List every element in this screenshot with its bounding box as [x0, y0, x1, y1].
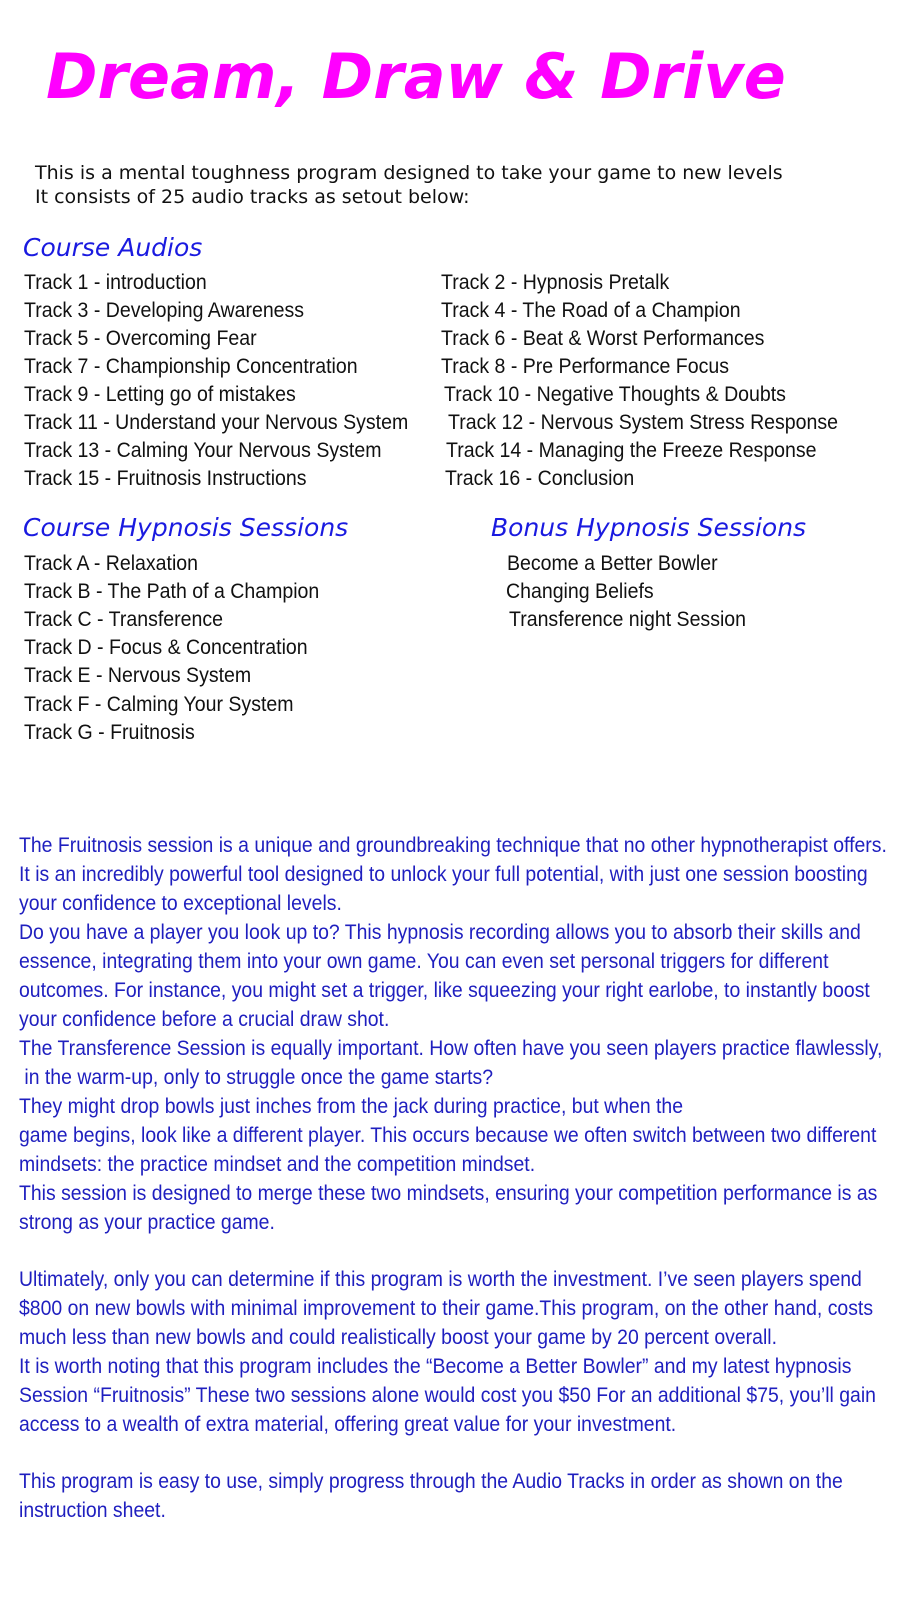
bonus-session-item: Become a Better Bowler [507, 552, 718, 575]
track-item: Track 3 - Developing Awareness [24, 299, 305, 322]
body-line: $800 on new bowls with minimal improvement to their game.This program, on the other hand, costs [19, 1297, 874, 1320]
description-block-2 [19, 1265, 876, 1439]
track-item: Track 7 - Championship Concentration [24, 355, 358, 378]
intro-line-2: It consists of 25 audio tracks as setout below: [35, 186, 470, 208]
bonus-hypnosis-heading: Bonus Hypnosis Sessions [491, 513, 807, 542]
session-item: Track B - The Path of a Champion [24, 580, 320, 603]
body-line: your confidence to exceptional levels. [19, 892, 342, 915]
course-hypnosis-heading: Course Hypnosis Sessions [23, 513, 349, 542]
page-title: Dream, Draw & Drive [46, 40, 786, 113]
track-item: Track 9 - Letting go of mistakes [24, 383, 296, 406]
body-line: in the warm-up, only to struggle once the game starts? [19, 1066, 494, 1089]
body-line: It is an incredibly powerful tool designed to unlock your full potential, with just one session boosting [19, 863, 868, 886]
body-line: The Fruitnosis session is a unique and groundbreaking technique that no other hypnotherapist offers. [19, 834, 887, 857]
intro-line-1: This is a mental toughness program designed to take your game to new levels [35, 162, 783, 184]
body-line: essence, integrating them into your own game. You can even set personal triggers for different [19, 950, 829, 973]
body-line: your confidence before a crucial draw shot. [19, 1008, 390, 1031]
course-audios-heading: Course Audios [23, 233, 203, 262]
body-line: The Transference Session is equally important. How often have you seen players practice flawlessly, [19, 1037, 883, 1060]
track-item: Track 1 - introduction [24, 271, 207, 294]
body-line: Session “Fruitnosis” These two sessions alone would cost you $50 For an additional $75, you’ll gain [19, 1384, 876, 1407]
bonus-session-item: Transference night Session [509, 608, 747, 631]
body-line: This session is designed to merge these two mindsets, ensuring your competition performance is as [19, 1182, 878, 1205]
track-item: Track 14 - Managing the Freeze Response [446, 439, 817, 462]
body-line: much less than new bowls and could realistically boost your game by 20 percent overall. [19, 1326, 777, 1349]
session-item: Track E - Nervous System [24, 664, 252, 687]
bonus-session-item: Changing Beliefs [506, 580, 654, 603]
track-item: Track 2 - Hypnosis Pretalk [441, 271, 670, 294]
body-line: access to a wealth of extra material, offering great value for your investment. [19, 1413, 677, 1436]
track-item: Track 5 - Overcoming Fear [24, 327, 257, 350]
track-item: Track 4 - The Road of a Champion [441, 299, 741, 322]
session-item: Track G - Fruitnosis [24, 721, 195, 744]
session-item: Track A - Relaxation [24, 552, 199, 575]
track-item: Track 16 - Conclusion [445, 467, 635, 490]
track-item: Track 13 - Calming Your Nervous System [24, 439, 382, 462]
body-line: They might drop bowls just inches from the jack during practice, but when the [19, 1095, 684, 1118]
body-line: game begins, look like a different player. This occurs because we often switch between two different [19, 1124, 877, 1147]
description-block-3 [19, 1467, 852, 1525]
body-line: outcomes. For instance, you might set a trigger, like squeezing your right earlobe, to instantly boost [19, 979, 870, 1002]
intro-text [35, 161, 783, 209]
track-item: Track 11 - Understand your Nervous System [24, 411, 409, 434]
description-block-1 [19, 831, 887, 1237]
body-line: strong as your practice game. [19, 1211, 275, 1234]
track-item: Track 15 - Fruitnosis Instructions [24, 467, 307, 490]
body-line: This program is easy to use, simply progress through the Audio Tracks in order as shown on the [19, 1470, 843, 1493]
track-item: Track 6 - Beat & Worst Performances [441, 327, 765, 350]
body-line: It is worth noting that this program includes the “Become a Better Bowler” and my latest hypnosis [19, 1355, 852, 1378]
track-item: Track 12 - Nervous System Stress Response [448, 411, 839, 434]
body-line: mindsets: the practice mindset and the competition mindset. [19, 1153, 536, 1176]
session-item: Track F - Calming Your System [24, 693, 294, 716]
body-line: Ultimately, only you can determine if this program is worth the investment. I’ve seen players spend [19, 1268, 862, 1291]
session-item: Track C - Transference [24, 608, 223, 631]
body-line: Do you have a player you look up to? This hypnosis recording allows you to absorb their skills and [19, 921, 861, 944]
track-item: Track 8 - Pre Performance Focus [441, 355, 729, 378]
body-line: instruction sheet. [19, 1499, 166, 1522]
session-item: Track D - Focus & Concentration [24, 636, 308, 659]
track-item: Track 10 - Negative Thoughts & Doubts [444, 383, 786, 406]
